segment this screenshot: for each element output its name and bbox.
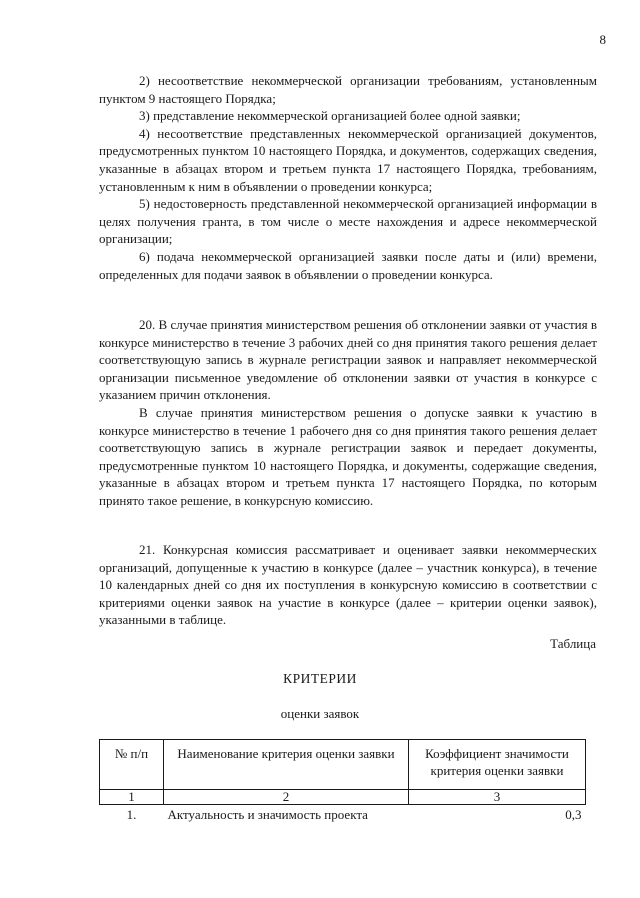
row-number: 1. — [126, 807, 137, 822]
page-number: 8 — [599, 32, 606, 47]
list-item: 5) недостоверность представленной некоммерческой организацией информации в целях получения гранта, в том числе о месте нахождения и адресе некоммерческой организации; — [99, 196, 597, 247]
paragraph: В случае принятия министерством решения о допуске заявки к участию в конкурсе министерство в течение 1 рабочего дня со дня принятия такого решения делает соответствующую запись в журнале регистрации заявок и передает документы, предусмотренные пунктом 10 настоящего Порядка, и документы, содержащие сведения, указанные в абзацах втором и третьем пункта 17 настоящего Порядка, по которым принято такое решение, в конкурсную комиссию. — [99, 404, 597, 508]
criterion-name: Актуальность и значимость проекта — [167, 807, 368, 822]
paragraph: 20. В случае принятия министерством решения об отклонении заявки от участия в конкурсе министерство в течение 3 рабочих дней со дня принятия такого решения делает соответствующую запись в журнале регистрации заявок и направляет некоммерческой организации письменное уведомление об отклонении заявки от участия в конкурсе с указанием причин отклонения. — [99, 317, 597, 403]
criteria-table — [99, 739, 586, 825]
table-header-row — [100, 740, 586, 790]
grounds-for-rejection-list — [99, 72, 597, 283]
list-item: 4) несоответствие представленных некоммерческой организацией документов, предусмотренных пунктом 10 настоящего Порядка, и документов, содержащих сведения, указанные в абзацах втором и третьем пункта 17 настоящего Порядка, требованиям, установленным к ним в объявлении о проведении конкурса; — [99, 125, 597, 194]
header-coefficient: Коэффициент значимости критерия оценки заявки — [409, 740, 586, 790]
column-number: 3 — [409, 790, 586, 805]
table-row — [100, 805, 586, 826]
criteria-title: КРИТЕРИИ — [283, 671, 357, 686]
column-number: 2 — [164, 790, 409, 805]
section-20 — [99, 316, 597, 510]
list-item: 2) несоответствие некоммерческой организации требованиям, установленным пунктом 9 настоящего Порядка; — [99, 73, 597, 106]
table-caption: Таблица — [550, 636, 596, 651]
criterion-coefficient: 0,3 — [565, 807, 582, 822]
list-item: 6) подача некоммерческой организацией заявки после даты и (или) времени, определенных для подачи заявок в объявлении о проведении конкурса. — [99, 248, 597, 282]
column-number: 1 — [100, 790, 164, 805]
header-number: № п/п — [100, 740, 164, 790]
section-21 — [99, 541, 597, 629]
header-criterion-name: Наименование критерия оценки заявки — [164, 740, 409, 790]
paragraph: 21. Конкурсная комиссия рассматривает и оценивает заявки некоммерческих организаций, допущенные к участию в конкурсе (далее – участник конкурса), в течение 10 календарных дней со дня их поступления в конкурсную комиссию в соответствии с критериями оценки заявок на участие в конкурсе (далее – критерии оценки заявок), указанными в таблице. — [99, 542, 597, 628]
column-number-row — [100, 790, 586, 805]
criteria-subtitle: оценки заявок — [280, 706, 360, 721]
list-item: 3) представление некоммерческой организацией более одной заявки; — [139, 108, 521, 124]
